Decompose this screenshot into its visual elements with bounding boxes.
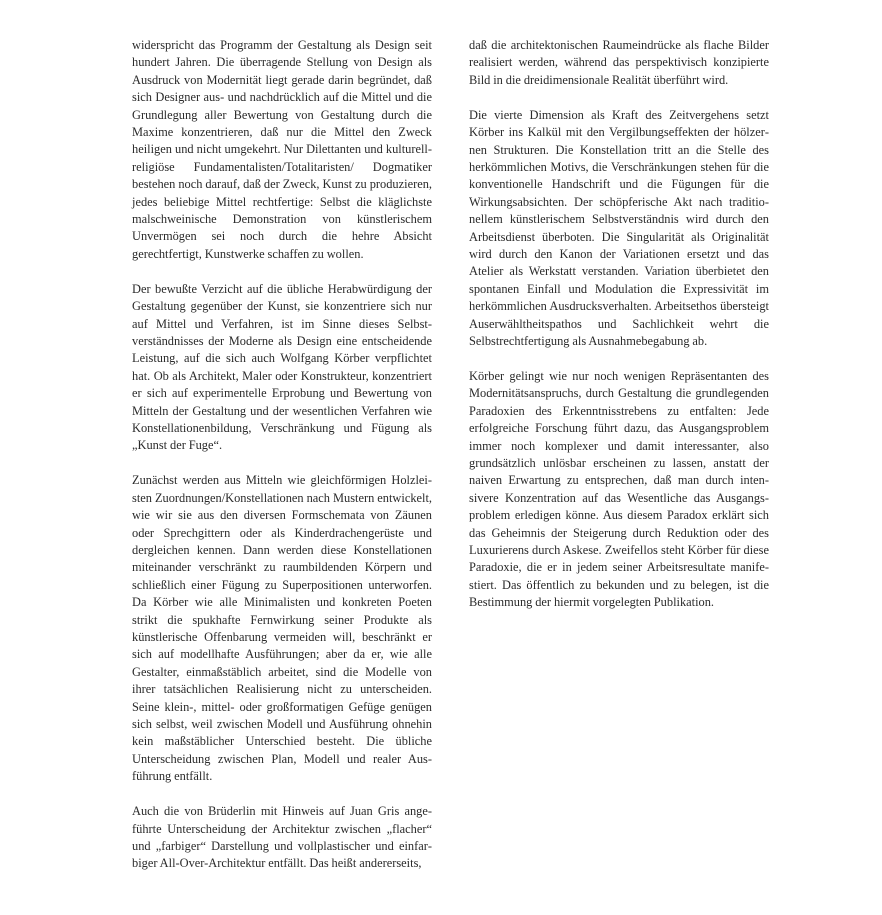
paragraph: Auch die von Brüderlin mit Hinweis auf Juan Gris angeführte Unterscheidung der Architektur zwischen „flacher“ und „farbiger“ Darstellung und vollplastischer und einfarbiger All-Over-Architektur entfällt. Das heißt andererseits, [132, 804, 432, 871]
right-text-column [469, 37, 769, 629]
paragraph: Körber gelingt wie nur noch wenigen Repräsentanten des Modernitätsanspruchs, durch Gestaltung die grundlegenden Paradoxien des Erkenntnisstrebens zu entfalten: Jede erfolgreiche Forschung führt dazu, das Ausgangsproblem immer noch komplexer und damit interessanter, also grundsätzlich unlösbar erscheinen zu lassen, anstatt der naiven Erwartung zu entsprechen, daß man durch intensivere Konzentration auf das Wesentliche das Ausgangsproblem erledigen könne. Aus diesem Paradox erklärt sich das Geheimnis der Steigerung durch Reduktion oder des Luxurierens durch Askese. Zweifellos steht Körber für diese Paradoxie, die er in jedem seiner Arbeitsresultate manifestiert. Das öffentlich zu bekunden und zu belegen, ist die Bestimmung der hiermit vorgelegten Publikation. [469, 368, 769, 610]
paragraph: widerspricht das Programm der Gestaltung als Design seit hundert Jahren. Die überragende Stellung von Design als Ausdruck von Modernität liegt gerade darin begründet, daß sich Designer aus- und nachdrücklich auf die Mittel und die Grundlegung aller Bewertung von Gestaltung durch die Maxime konzentrieren, daß nur die Mittel den Zweck heiligen und nicht umgekehrt. Nur Dilettanten und kulturell-religiöse Fundamentalisten/Totalitaristen/ Dogmatiker bestehen noch darauf, daß der Zweck, Kunst zu produzieren, jedes beliebige Mittel rechtfertige: Selbst die kläglichste malschweinische Demonstration von künstlerischem Unvermögen sei noch durch die hehre Absicht gerechtfertigt, Kunstwerke schaffen zu wollen. [132, 38, 432, 261]
paragraph: daß die architektonischen Raumeindrücke als flache Bilder realisiert werden, während das perspektivisch konzipierte Bild in die dreidimensionale Realität überführt wird. [469, 38, 769, 87]
paragraph: Zunächst werden aus Mitteln wie gleichförmigen Holzleisten Zuordnungen/Konstellationen nach Mustern entwickelt, wie wir sie aus den diversen Formschemata von Zäunen oder Sprechgittern oder als Kinderdrachengerüste und dergleichen kennen. Dann werden diese Konstellationen miteinander verschränkt zu raumbildenden Körpern und schließlich einer Fügung zu Superpositionen unterworfen. Da Körber wie alle Minimalisten und konkreten Poeten strikt die spukhafte Fernwirkung seiner Produkte als künstlerische Offenbarung vermeiden will, beschränkt er sich auf modellhafte Ausführungen; aber da er, wie alle Gestalter, einmaßstäblich arbeitet, sind die Modelle von ihrer tatsächlichen Realisierung nicht zu unterscheiden. Seine klein-, mittel- oder großformatigen Gefüge genügen sich selbst, weil zwischen Modell und Ausführung ohnehin kein maßstäblicher Unterschied besteht. Die übliche Unterscheidung zwischen Plan, Modell und realer Ausführung entfällt. [132, 473, 432, 784]
paragraph: Die vierte Dimension als Kraft des Zeitvergehens setzt Körber ins Kalkül mit den Vergilbungseffekten der hölzernen Strukturen. Die Konstellation tritt an die Stelle des herkömmlichen Motivs, die Verschränkungen stehen für die konventionelle Handschrift und die Fügungen für die Wirkungsabsichten. Der schöpferische Akt nach traditionellem künstlerischem Selbstverständnis wird durch den Arbeitsdienst überboten. Die Singularität als Originalität wird durch den Kanon der Variationen ersetzt und das Atelier als Werkstatt verstanden. Variation überbietet den spontanen Einfall und Modulation die Expressivität im herkömmlichen Ausdrucksverhalten. Arbeitsethos übersteigt Auserwähltheitspathos und Sachlichkeit wehrt die Selbstrechtfertigung als Ausnahmebegabung ab. [469, 107, 769, 348]
left-text-column [132, 37, 432, 890]
paragraph: Der bewußte Verzicht auf die übliche Herabwürdigung der Gestaltung gegenüber der Kunst, sie konzentriere sich nur auf Mittel und Verfahren, ist im Sinne dieses Selbstverständnisses der Moderne als Design eine entscheidende Leistung, auf die sich auch Wolfgang Körber verpflichtet hat. Ob als Architekt, Maler oder Konstrukteur, konzentriert er sich auf experimentelle Erprobung und Bewertung von Mitteln der Gestaltung und der wesentlichen Verfahren wie Konstellationenbildung, Verschränkung und Fügung als „Kunst der Fuge“. [132, 281, 432, 453]
